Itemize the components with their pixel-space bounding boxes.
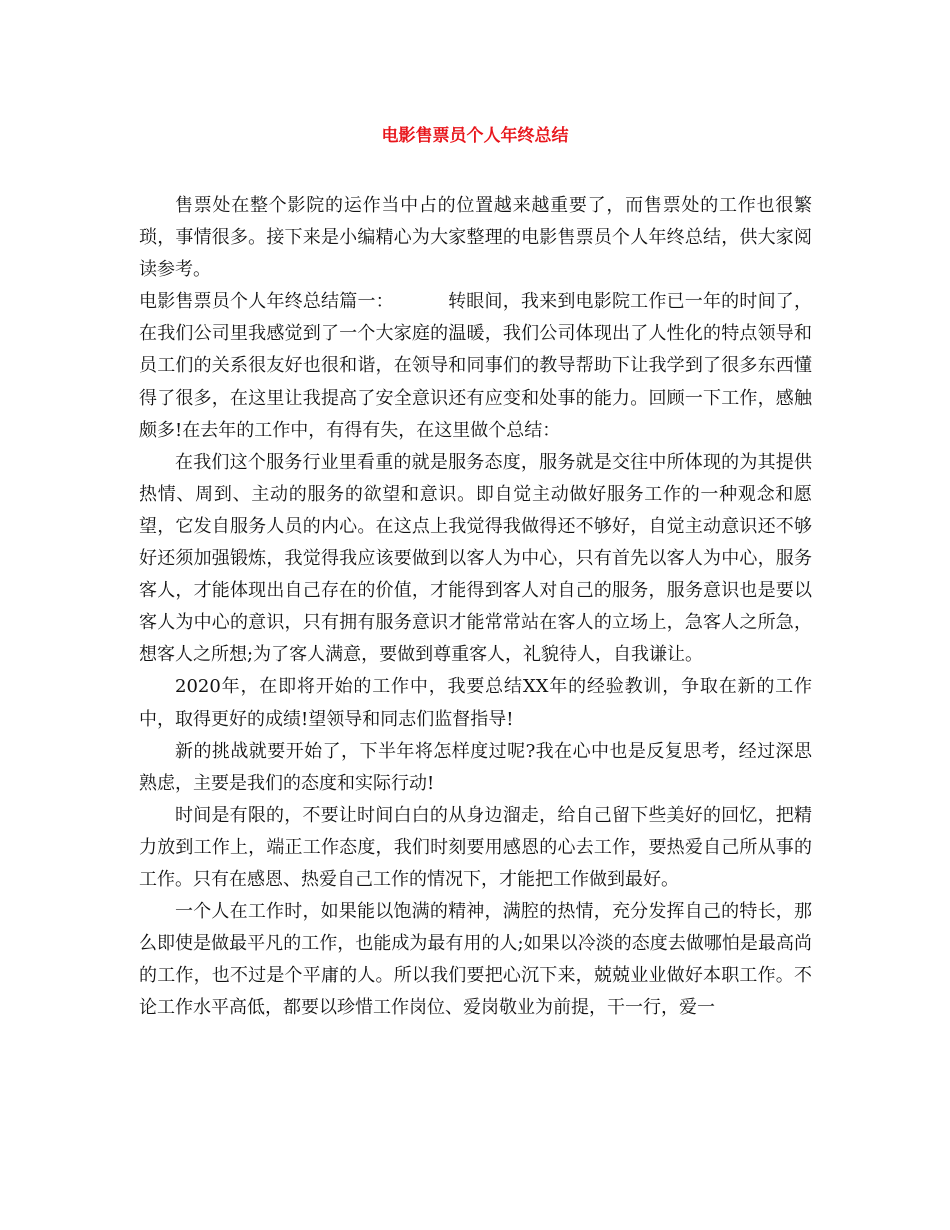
body-paragraph-service: 在我们这个服务行业里看重的就是服务态度，服务就是交往中所体现的为其提供热情、周到、主动的服务的欲望和意识。即自觉主动做好服务工作的一种观念和愿望，它发自服务人员的内心。在这点上我觉得我做得还不够好，自觉主动意识还不够好还须加强锻炼，我觉得我应该要做到以客人为中心，只有首先以客人为中心，服务客人，才能体现出自己存在的价值，才能得到客人对自己的服务，服务意识也是要以客人为中心的意识，只有拥有服务意识才能常常站在客人的立场上，急客人之所急，想客人之所想;为了客人满意，要做到尊重客人，礼貌待人，自我谦让。 [139,451,812,666]
body-paragraph-2020: 2020年，在即将开始的工作中，我要总结XX年的经验教训，争取在新的工作中，取得更好的成绩!望领导和同志们监督指导! [139,676,812,730]
body-paragraph-challenge: 新的挑战就要开始了，下半年将怎样度过呢?我在心中也是反复思考，经过深思熟虑，主要是我们的态度和实际行动! [139,740,812,794]
section-heading: 电影售票员个人年终总结篇一： [139,291,394,313]
section-one-paragraph [139,286,812,446]
intro-paragraph: 售票处在整个影院的运作当中占的位置越来越重要了，而售票处的工作也很繁琐，事情很多。接下来是小编精心为大家整理的电影售票员个人年终总结，供大家阅读参考。 [139,195,812,281]
body-paragraph-attitude: 一个人在工作时，如果能以饱满的精神，满腔的热情，充分发挥自己的特长，那么即使是做最平凡的工作，也能成为最有用的人;如果以冷淡的态度去做哪怕是最高尚的工作，也不过是个平庸的人。所以我们要把心沉下来，兢兢业业做好本职工作。不论工作水平高低，都要以珍惜工作岗位、爱岗敬业为前提，干一行，爱一 [139,901,812,1019]
document-title: 电影售票员个人年终总结 [381,126,569,146]
document-body [139,190,812,1024]
section-first-text: 转眼间，我来到电影院工作已一年的时间了，在我们公司里我感觉到了一个大家庭的温暖，我们公司体现出了人性化的特点领导和员工们的关系很友好也很和谐，在领导和同事们的教导帮助下让我学到了很多东西懂得了很多，在这里让我提高了安全意识还有应变和处事的能力。回顾一下工作，感触颇多!在去年的工作中，有得有失，在这里做个总结： [139,291,813,441]
body-paragraph-time: 时间是有限的，不要让时间白白的从身边溜走，给自己留下些美好的回忆，把精力放到工作上，端正工作态度，我们时刻要用感恩的心去工作，要热爱自己所从事的工作。只有在感恩、热爱自己工作的情况下，才能把工作做到最好。 [139,804,812,890]
